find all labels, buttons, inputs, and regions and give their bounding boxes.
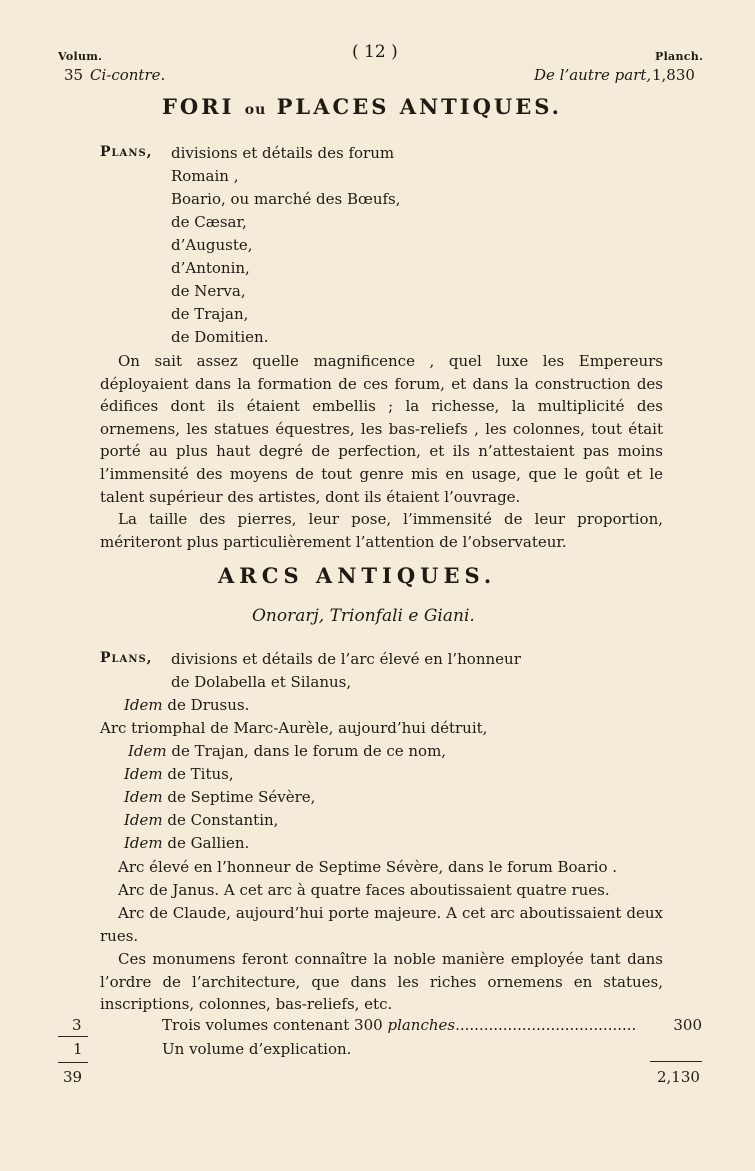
idem-item: Idem de Gallien. — [124, 834, 250, 852]
title-ou: ou — [244, 102, 267, 118]
rule-left — [58, 1036, 88, 1037]
paragraph-monumens: Ces monumens feront connaître la noble manière employée tant dans l’ordre de l’architecture, que dans les riches ornemens en statues, inscriptions, colonnes, bas-reliefs, etc. — [100, 950, 663, 1014]
idem-item: Idem de Septime Sévère, — [124, 788, 316, 806]
page-number: ( 12 ) — [352, 42, 398, 62]
title-fori: FORI — [162, 94, 235, 119]
forum-item: d’Auguste, — [171, 236, 253, 254]
right-note: De l’autre part, — [534, 66, 652, 84]
arc-claude: Arc de Claude, aujourd’hui porte majeure. A cet arc aboutissaient deux rues. — [100, 904, 663, 945]
plans-text-2: divisions et détails de l’arc élevé en l’honneur — [171, 650, 521, 668]
summary-vol-count: 1 — [73, 1040, 83, 1058]
plans-label-1: Plans, — [100, 144, 153, 160]
idem-item: Idem de Titus, — [124, 765, 234, 783]
forum-item: de Cæsar, — [171, 213, 247, 231]
plans-text-1: divisions et détails des forum — [171, 144, 395, 162]
right-count: 1,830 — [652, 66, 695, 84]
section2-subtitle: Onorarj, Trionfali e Giani. — [252, 606, 475, 626]
footer-left-total: 39 — [63, 1068, 83, 1086]
paragraph-forum: On sait assez quelle magnificence , quel luxe les Empereurs déployaient dans la formation de ces forum, et dans la construction des édifices dont ils étaient embellis ; la richesse, la multiplicité des ornemens, les statues équestres, les bas-reliefs , les colonnes, tout était porté au plus haut degré de perfection, et ils n’attestaient pas moins l’immensité des moyens de tout genre mis en usage, que le goût et le talent supérieur des artistes, dont ils étaient l’ouvrage. — [100, 352, 663, 506]
plans-label-2: Plans, — [100, 650, 153, 666]
planch-label: Planch. — [655, 50, 704, 63]
left-count: 35 — [64, 66, 84, 84]
forum-item: Boario, ou marché des Bœufs, — [171, 190, 401, 208]
plans-continuation: de Dolabella et Silanus, — [171, 673, 352, 691]
rule-right — [650, 1061, 702, 1062]
summary-line-explication: Un volume d’explication. — [162, 1040, 352, 1058]
forum-item: Romain , — [171, 167, 239, 185]
idem-drusus: Idem de Drusus. — [124, 696, 250, 714]
section1-title — [162, 94, 562, 119]
arc-boario: Arc élevé en l’honneur de Septime Sévère, dans le forum Boario . — [118, 858, 618, 876]
idem-item: Idem de Trajan, dans le forum de ce nom, — [128, 742, 447, 760]
left-note: Ci-contre. — [90, 66, 166, 84]
section2-title: ARCS ANTIQUES. — [218, 563, 497, 588]
forum-item: de Nerva, — [171, 282, 246, 300]
forum-item: de Domitien. — [171, 328, 269, 346]
arc-janus: Arc de Janus. A cet arc à quatre faces aboutissaient quatre rues. — [118, 881, 610, 899]
volum-label: Volum. — [58, 50, 103, 63]
summary-value: 300 — [673, 1016, 702, 1034]
arc-marc-aurele: Arc triomphal de Marc-Aurèle, aujourd’hui détruit, — [100, 719, 488, 737]
forum-item: de Trajan, — [171, 305, 249, 323]
summary-line-planches: Trois volumes contenant 300 planches...................................... 300 — [162, 1016, 702, 1034]
footer-right-total: 2,130 — [657, 1068, 700, 1086]
rule-left — [58, 1062, 88, 1063]
title-places: PLACES ANTIQUES. — [276, 94, 562, 119]
paragraph-pierres: La taille des pierres, leur pose, l’immensité de leur proportion, mériteront plus particulièrement l’attention de l’observateur. — [100, 510, 663, 551]
idem-item: Idem de Constantin, — [124, 811, 279, 829]
summary-vol-count: 3 — [72, 1016, 82, 1034]
forum-item: d’Antonin, — [171, 259, 250, 277]
